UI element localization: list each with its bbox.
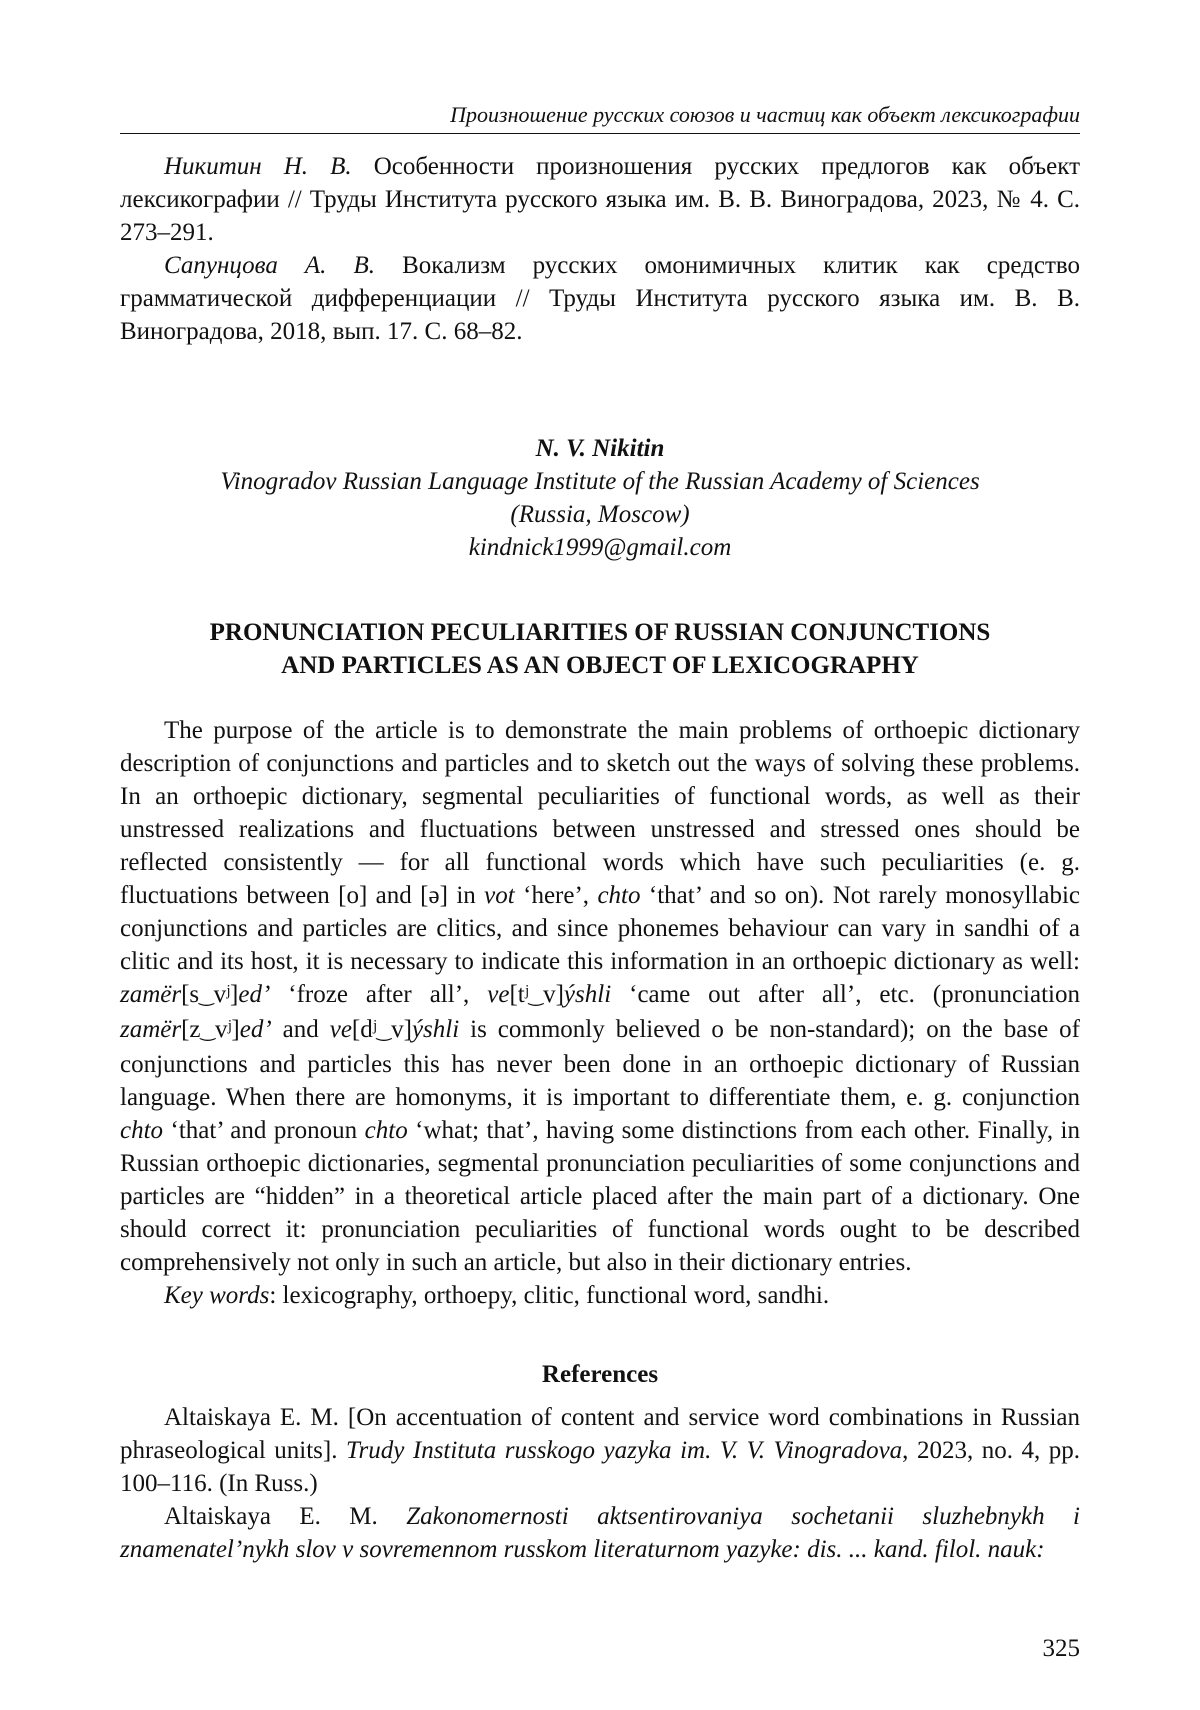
abstract-italic: ed’ [239, 1016, 272, 1043]
abstract-italic: zamёr [120, 981, 182, 1008]
reference-source: Trudy Instituta russkogo yazyka im. V. V. Vinogradova [346, 1437, 903, 1464]
references-heading: References [541, 1361, 659, 1388]
abstract-text: ‘that’ and pronoun [163, 1117, 365, 1144]
abstract-text: The purpose of the article is to demonstrate the main problems of orthoepic dictionary description of conjunctions and particles and to sketch out the ways of solving these problems. In an orthoepic dictionary, segmental peculiarities of functional words, as well as their unstressed realizations and fluctuations between unstressed and stressed ones should be reflected consistently — for all functional words which have such peculiarities (e. g. fluctuations between [o] and [ə] in [120, 717, 1080, 909]
abstract-italic: zamёr [120, 1016, 182, 1043]
tie-mark: ‿ [376, 1021, 392, 1042]
reference-text: Altaiskaya E. M. [On accentuation of content and service word combinations in Russian phraseological units]. [120, 1404, 1080, 1464]
abstract-transcription: [dʲ [351, 1016, 377, 1043]
abstract-text: ‘what; that’, having some distinctions from each other. Finally, in Russian orthoepic dictionaries, segmental pronunciation peculiarities of some conjunctions and particles are “hidden” in a theoretical article placed after the main part of a dictionary. One should correct it: pronunciation peculiarities of functional words ought to be described comprehensively not only in such an article, but also in their dictionary entries. [120, 1117, 1080, 1276]
author-location: (Russia, Moscow) [510, 501, 690, 528]
reference-source: Zakonomernosti aktsentirovaniya sochetanii sluzhebnykh i znamenatel’nykh slov v sovremennom russkom literaturnom yazyke: dis. ... kand. filol. nauk: [120, 1503, 1080, 1563]
reference-item [120, 1401, 1080, 1500]
ru-reference-item [120, 150, 1080, 249]
abstract-text: ‘here’, [514, 882, 598, 909]
abstract-italic: ýshli [411, 1016, 460, 1043]
tie-mark: ‿ [200, 1021, 215, 1042]
abstract-text: ‘froze after all’, [270, 981, 488, 1008]
abstract-transcription: vʲ] [213, 981, 239, 1008]
references-section [120, 1358, 1080, 1566]
author-affiliation: Vinogradov Russian Language Institute of the Russian Academy of Sciences [220, 468, 980, 495]
abstract-italic: vot [484, 882, 515, 909]
abstract-text: is commonly believed o be non-standard); on the base of conjunctions and particles this has never been done in an orthoepic dictionary of Russian language. When there are homonyms, it is important to differentiate them, e. g. conjunction [120, 1016, 1080, 1111]
abstract-italic: chto [597, 882, 641, 909]
ru-reference-text: Особенности произношения русских предлогов как объект лексикографии // Труды Института русского языка им. В. В. Виноградова, 2023, № 4. С. 273–291. [120, 153, 1081, 246]
keywords-label: Key words [164, 1282, 270, 1309]
abstract-transcription: [s [181, 981, 200, 1008]
abstract-transcription: vʲ] [215, 1016, 240, 1043]
tie-mark: ‿ [199, 986, 214, 1007]
abstract-transcription: v] [543, 981, 564, 1008]
keywords-line [120, 1279, 1080, 1312]
abstract-transcription: v] [391, 1016, 412, 1043]
abstract-italic: ve [487, 981, 510, 1008]
abstract-text: ‘came out after all’, etc. (pronunciation [611, 981, 1080, 1008]
abstract-italic: ed’ [238, 981, 271, 1008]
title-line-2: AND PARTICLES AS AN OBJECT OF LEXICOGRAPHY [281, 652, 919, 679]
tie-mark: ‿ [528, 986, 544, 1007]
keywords-text: : lexicography, orthoepy, clitic, functional word, sandhi. [269, 1282, 830, 1309]
reference-text: Altaiskaya E. M. [164, 1503, 407, 1530]
abstract-paragraph [120, 714, 1080, 1279]
abstract-italic: ve [329, 1016, 352, 1043]
abstract-italic: chto [364, 1117, 408, 1144]
title-line-1: PRONUNCIATION PECULIARITIES OF RUSSIAN CONJUNCTIONS [209, 619, 991, 646]
russian-references [120, 150, 1080, 348]
author-name: N. V. Nikitin [535, 435, 665, 462]
page-number: 325 [1042, 1635, 1080, 1662]
abstract-transcription: [z [181, 1016, 201, 1043]
running-head: Произношение русских союзов и частиц как объект лексикографии [450, 102, 1080, 127]
header-rule [120, 133, 1080, 134]
reference-item [120, 1500, 1080, 1566]
abstract-section [120, 714, 1080, 1312]
ru-reference-text: Вокализм русских омонимичных клитик как средство грамматической дифференциации // Труды Института русского языка им. В. В. Виноградова, 2018, вып. 17. С. 68–82. [120, 252, 1081, 345]
ru-reference-item [120, 249, 1080, 348]
article-title [120, 616, 1080, 682]
ru-reference-author: Никитин Н. В. [164, 153, 352, 180]
abstract-italic: ýshli [563, 981, 612, 1008]
author-block [120, 432, 1080, 564]
abstract-transcription: [tʲ [509, 981, 529, 1008]
abstract-text: and [271, 1016, 330, 1043]
reference-text: , 2023, no. 4, pp. 100–116. (In Russ.) [120, 1437, 1080, 1497]
abstract-italic: chto [120, 1117, 164, 1144]
ru-reference-author: Сапунцова А. В. [164, 252, 376, 279]
author-email: kindnick1999@gmail.com [468, 534, 732, 561]
abstract-text: ‘that’ and so on). Not rarely monosyllabic conjunctions and particles are clitics, and since phonemes behaviour can vary in sandhi of a clitic and its host, it is necessary to indicate this information in an orthoepic dictionary as well: [120, 882, 1080, 975]
